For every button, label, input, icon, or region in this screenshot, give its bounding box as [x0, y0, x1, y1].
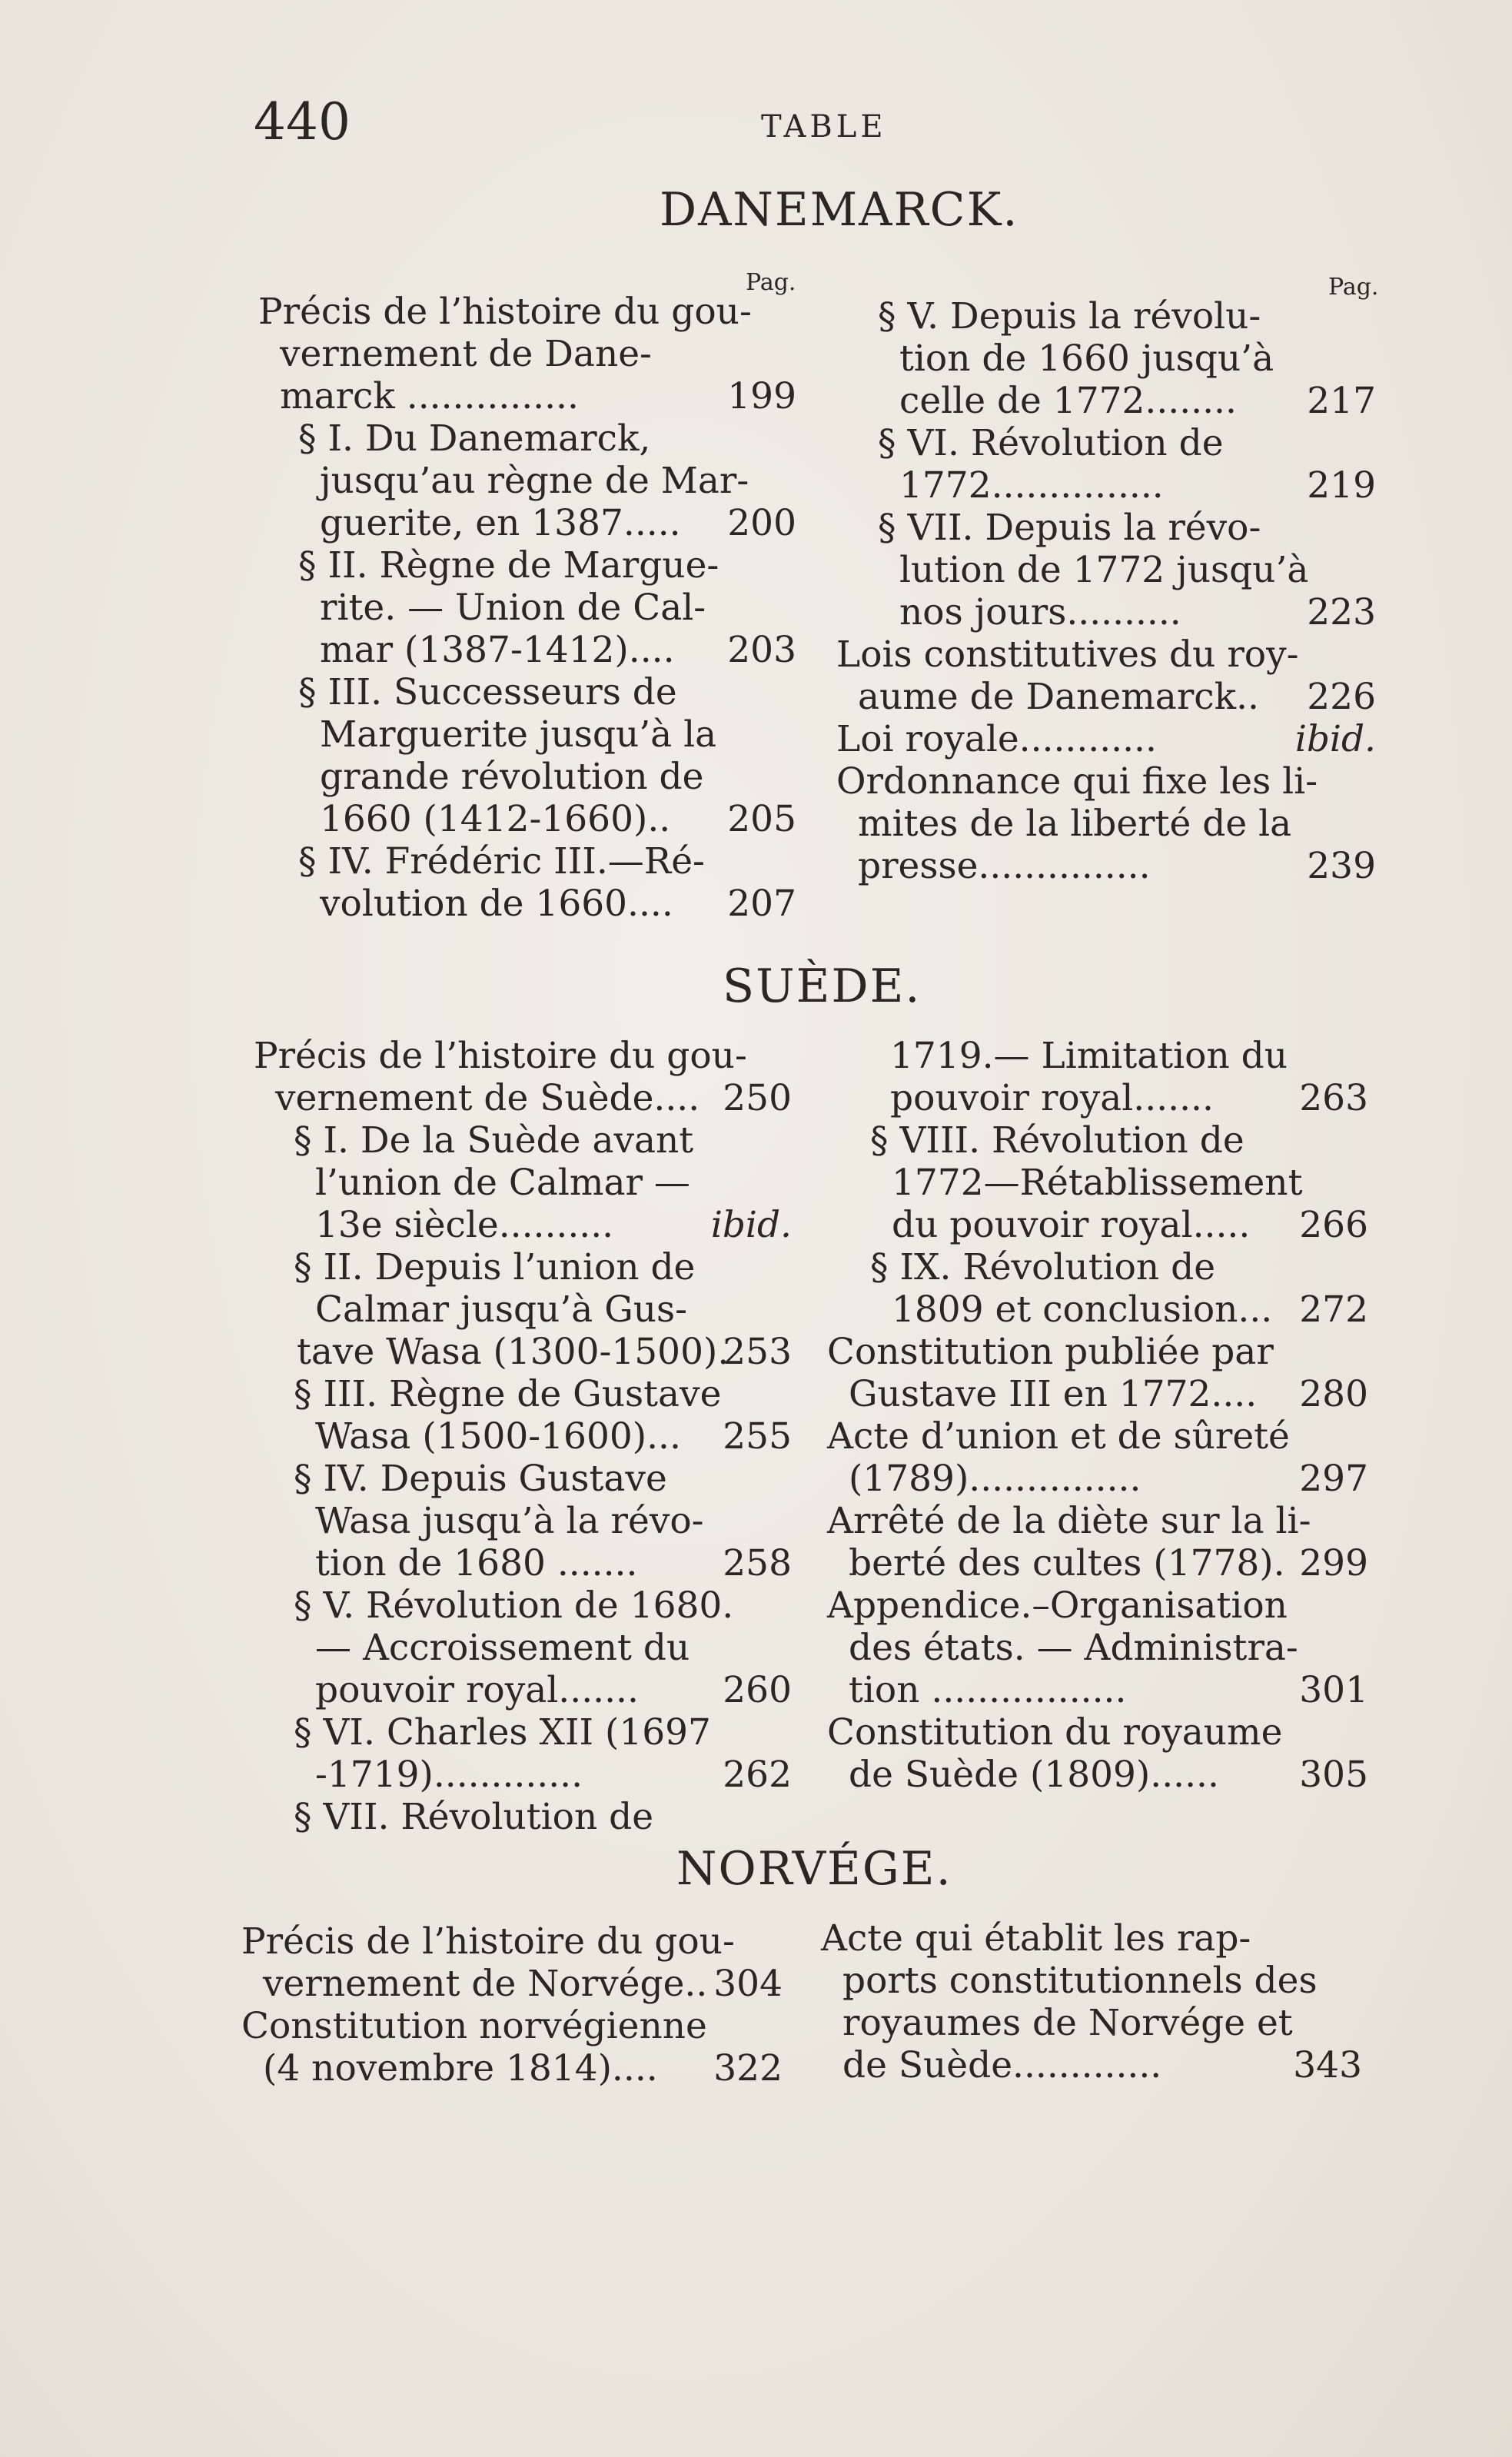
toc-column-danemarck-right: [836, 295, 1376, 887]
toc-entry: [827, 1331, 1368, 1415]
toc-entry: [827, 1119, 1368, 1246]
toc-entry-line: pouvoir royal.......: [315, 1669, 639, 1711]
toc-entry-line: mar (1387-1412)....: [320, 629, 675, 671]
toc-entry-line: § IV. Depuis Gustave: [294, 1458, 667, 1500]
toc-entry-line: l’union de Calmar —: [315, 1162, 690, 1204]
toc-entry-line: tion de 1680 .......: [315, 1542, 638, 1584]
toc-entry: [836, 295, 1376, 422]
toc-entry: [827, 1246, 1368, 1331]
toc-entry: [258, 840, 796, 925]
toc-entry: [836, 633, 1376, 718]
toc-entry-line: § VIII. Révolution de: [870, 1119, 1244, 1162]
toc-column-norvege-left: [241, 1920, 783, 2090]
toc-entry: [258, 291, 796, 417]
toc-entry: [258, 417, 796, 544]
toc-entry: [254, 1246, 792, 1373]
toc-entry: [254, 1584, 792, 1711]
page-ref: 239: [1307, 845, 1376, 887]
page-ref: 322: [713, 2047, 783, 2090]
toc-entry-line: § I. De la Suède avant: [294, 1119, 694, 1162]
page-ref: 262: [723, 1754, 792, 1796]
section-title-norvege: NORVÉGE.: [676, 1842, 952, 1896]
toc-entry-line: aume de Danemarck..: [858, 676, 1259, 718]
page-ref: 199: [727, 375, 796, 417]
toc-entry-line: § V. Depuis la révolu-: [878, 295, 1261, 337]
toc-entry-line: rite. — Union de Cal-: [320, 587, 706, 629]
toc-entry-line: § V. Révolution de 1680.: [294, 1584, 734, 1627]
page-ref: 301: [1299, 1669, 1368, 1711]
pag-label-right: Pag.: [1328, 274, 1379, 301]
toc-entry-line: du pouvoir royal.....: [892, 1204, 1251, 1246]
toc-entry-line: Gustave III en 1772....: [849, 1373, 1258, 1415]
toc-entry-line: 1719.— Limitation du: [890, 1035, 1288, 1077]
page-ref: 260: [723, 1669, 792, 1711]
page-ref: 263: [1299, 1077, 1368, 1119]
toc-entry: [827, 1500, 1368, 1584]
page-ref: ibid.: [710, 1204, 792, 1246]
toc-entry: [836, 760, 1376, 887]
toc-entry-line: Constitution du royaume: [827, 1711, 1283, 1754]
toc-entry: [254, 1035, 792, 1119]
page-ref: 343: [1293, 2044, 1362, 2086]
page-ref: 219: [1307, 464, 1376, 507]
toc-entry: [241, 2005, 783, 2090]
page-ref: 297: [1299, 1458, 1368, 1500]
toc-entry-line: Acte d’union et de sûreté: [827, 1415, 1290, 1458]
toc-entry-line: Précis de l’histoire du gou-: [254, 1035, 747, 1077]
toc-entry-line: volution de 1660....: [320, 883, 673, 925]
running-head: TABLE: [761, 109, 887, 145]
toc-entry-line: Constitution norvégienne: [241, 2005, 707, 2047]
toc-entry-line: 1660 (1412-1660)..: [320, 798, 671, 840]
toc-entry: [254, 1458, 792, 1584]
toc-entry-line: jusqu’au règne de Mar-: [320, 460, 749, 502]
toc-entry-line: Appendice.–Organisation: [827, 1584, 1288, 1627]
page-ref: 217: [1307, 380, 1376, 422]
toc-entry-line: Acte qui établit les rap-: [821, 1917, 1251, 1960]
toc-entry-line: tion .................: [849, 1669, 1127, 1711]
toc-entry-line: 1772...............: [899, 464, 1164, 507]
toc-column-suede-left: [254, 1035, 792, 1838]
toc-entry-line: Arrêté de la diète sur la li-: [827, 1500, 1311, 1542]
toc-entry-line: (4 novembre 1814)....: [263, 2047, 658, 2090]
toc-entry-line: tion de 1660 jusqu’à: [899, 337, 1274, 380]
toc-entry-line: § I. Du Danemarck,: [298, 417, 651, 460]
toc-entry-line: Précis de l’histoire du gou-: [241, 1920, 735, 1963]
toc-entry-line: vernement de Norvége..: [263, 1963, 708, 2005]
toc-entry-line: § IV. Frédéric III.—Ré-: [298, 840, 705, 883]
toc-entry-line: — Accroissement du: [315, 1627, 690, 1669]
toc-entry-line: Loi royale............: [836, 718, 1157, 760]
toc-entry-line: 13e siècle..........: [315, 1204, 614, 1246]
toc-entry-line: presse...............: [858, 845, 1151, 887]
toc-entry-line: tave Wasa (1300-1500).: [297, 1331, 729, 1373]
page-ref: 226: [1307, 676, 1376, 718]
toc-entry: [836, 507, 1376, 633]
page-ref: 253: [723, 1331, 792, 1373]
toc-entry-line: nos jours..........: [899, 591, 1181, 633]
toc-entry-line: 1809 et conclusion...: [892, 1288, 1273, 1331]
toc-entry-line: § VII. Révolution de: [294, 1796, 654, 1838]
toc-entry-line: 1772—Rétablissement: [892, 1162, 1303, 1204]
toc-entry-line: § III. Successeurs de: [298, 671, 677, 713]
page-ref: 203: [727, 629, 796, 671]
section-title-suede: SUÈDE.: [723, 959, 922, 1013]
toc-entry: [254, 1796, 792, 1838]
toc-entry-line: celle de 1772........: [899, 380, 1237, 422]
toc-entry-line: vernement de Suède....: [275, 1077, 700, 1119]
page-ref: 304: [713, 1963, 783, 2005]
toc-entry: [827, 1711, 1368, 1796]
toc-entry-line: pouvoir royal.......: [890, 1077, 1214, 1119]
toc-column-suede-right: [827, 1035, 1368, 1796]
page-ref: 255: [723, 1415, 792, 1458]
toc-entry: [254, 1373, 792, 1458]
toc-entry-line: Wasa jusqu’à la révo-: [315, 1500, 704, 1542]
toc-column-danemarck-left: [258, 291, 796, 925]
toc-entry-line: § VI. Révolution de: [878, 422, 1224, 464]
toc-entry: [258, 671, 796, 840]
toc-entry-line: Wasa (1500-1600)...: [315, 1415, 681, 1458]
toc-entry-line: des états. — Administra-: [849, 1627, 1298, 1669]
toc-entry-line: § II. Depuis l’union de: [294, 1246, 696, 1288]
page-ref: 223: [1307, 591, 1376, 633]
toc-entry-line: ports constitutionnels des: [842, 1960, 1318, 2002]
page-ref: 266: [1299, 1204, 1368, 1246]
page-ref: 250: [723, 1077, 792, 1119]
toc-entry: [827, 1415, 1368, 1500]
toc-column-norvege-right: [821, 1917, 1362, 2086]
page-ref: 200: [727, 502, 796, 544]
toc-entry-line: royaumes de Norvége et: [842, 2002, 1293, 2044]
toc-entry-line: guerite, en 1387.....: [320, 502, 681, 544]
toc-entry-line: § III. Règne de Gustave: [294, 1373, 722, 1415]
toc-entry-line: Calmar jusqu’à Gus-: [315, 1288, 688, 1331]
page-ref: 258: [723, 1542, 792, 1584]
page-ref: 280: [1299, 1373, 1368, 1415]
toc-entry: [258, 544, 796, 671]
toc-entry: [254, 1119, 792, 1246]
toc-entry-line: § VII. Depuis la révo-: [878, 507, 1261, 549]
toc-entry-line: de Suède (1809)......: [849, 1754, 1219, 1796]
toc-entry-line: grande révolution de: [320, 756, 704, 798]
toc-entry-line: Précis de l’histoire du gou-: [258, 291, 752, 333]
toc-entry-line: Constitution publiée par: [827, 1331, 1274, 1373]
page-ref: 305: [1299, 1754, 1368, 1796]
page-ref: 205: [727, 798, 796, 840]
toc-entry: [241, 1920, 783, 2005]
toc-entry: [821, 1917, 1362, 2086]
toc-entry-line: § II. Règne de Margue-: [298, 544, 719, 587]
toc-entry-line: § IX. Révolution de: [870, 1246, 1216, 1288]
pag-label-left: Pag.: [746, 269, 796, 296]
toc-entry-line: Marguerite jusqu’à la: [320, 713, 717, 756]
toc-entry-line: marck ...............: [280, 375, 579, 417]
toc-entry: [254, 1711, 792, 1796]
toc-entry: [836, 422, 1376, 507]
page-ref: 207: [727, 883, 796, 925]
toc-entry-line: vernement de Dane-: [280, 333, 652, 375]
page-ref: 272: [1299, 1288, 1368, 1331]
page-ref: ibid.: [1294, 718, 1376, 760]
page-ref: 299: [1299, 1542, 1368, 1584]
toc-entry: [836, 718, 1376, 760]
toc-entry-line: lution de 1772 jusqu’à: [899, 549, 1309, 591]
toc-entry: [827, 1584, 1368, 1711]
toc-entry-line: -1719).............: [315, 1754, 583, 1796]
toc-entry-line: Lois constitutives du roy-: [836, 633, 1299, 676]
toc-entry-line: (1789)...............: [849, 1458, 1141, 1500]
page-number: 440: [254, 92, 351, 151]
toc-entry-line: de Suède.............: [842, 2044, 1162, 2086]
toc-entry-line: berté des cultes (1778).: [849, 1542, 1285, 1584]
toc-entry: [827, 1035, 1368, 1119]
toc-entry-line: Ordonnance qui fixe les li-: [836, 760, 1318, 803]
section-title-danemarck: DANEMARCK.: [660, 183, 1019, 237]
toc-entry-line: mites de la liberté de la: [858, 803, 1292, 845]
toc-entry-line: § VI. Charles XII (1697: [294, 1711, 711, 1754]
